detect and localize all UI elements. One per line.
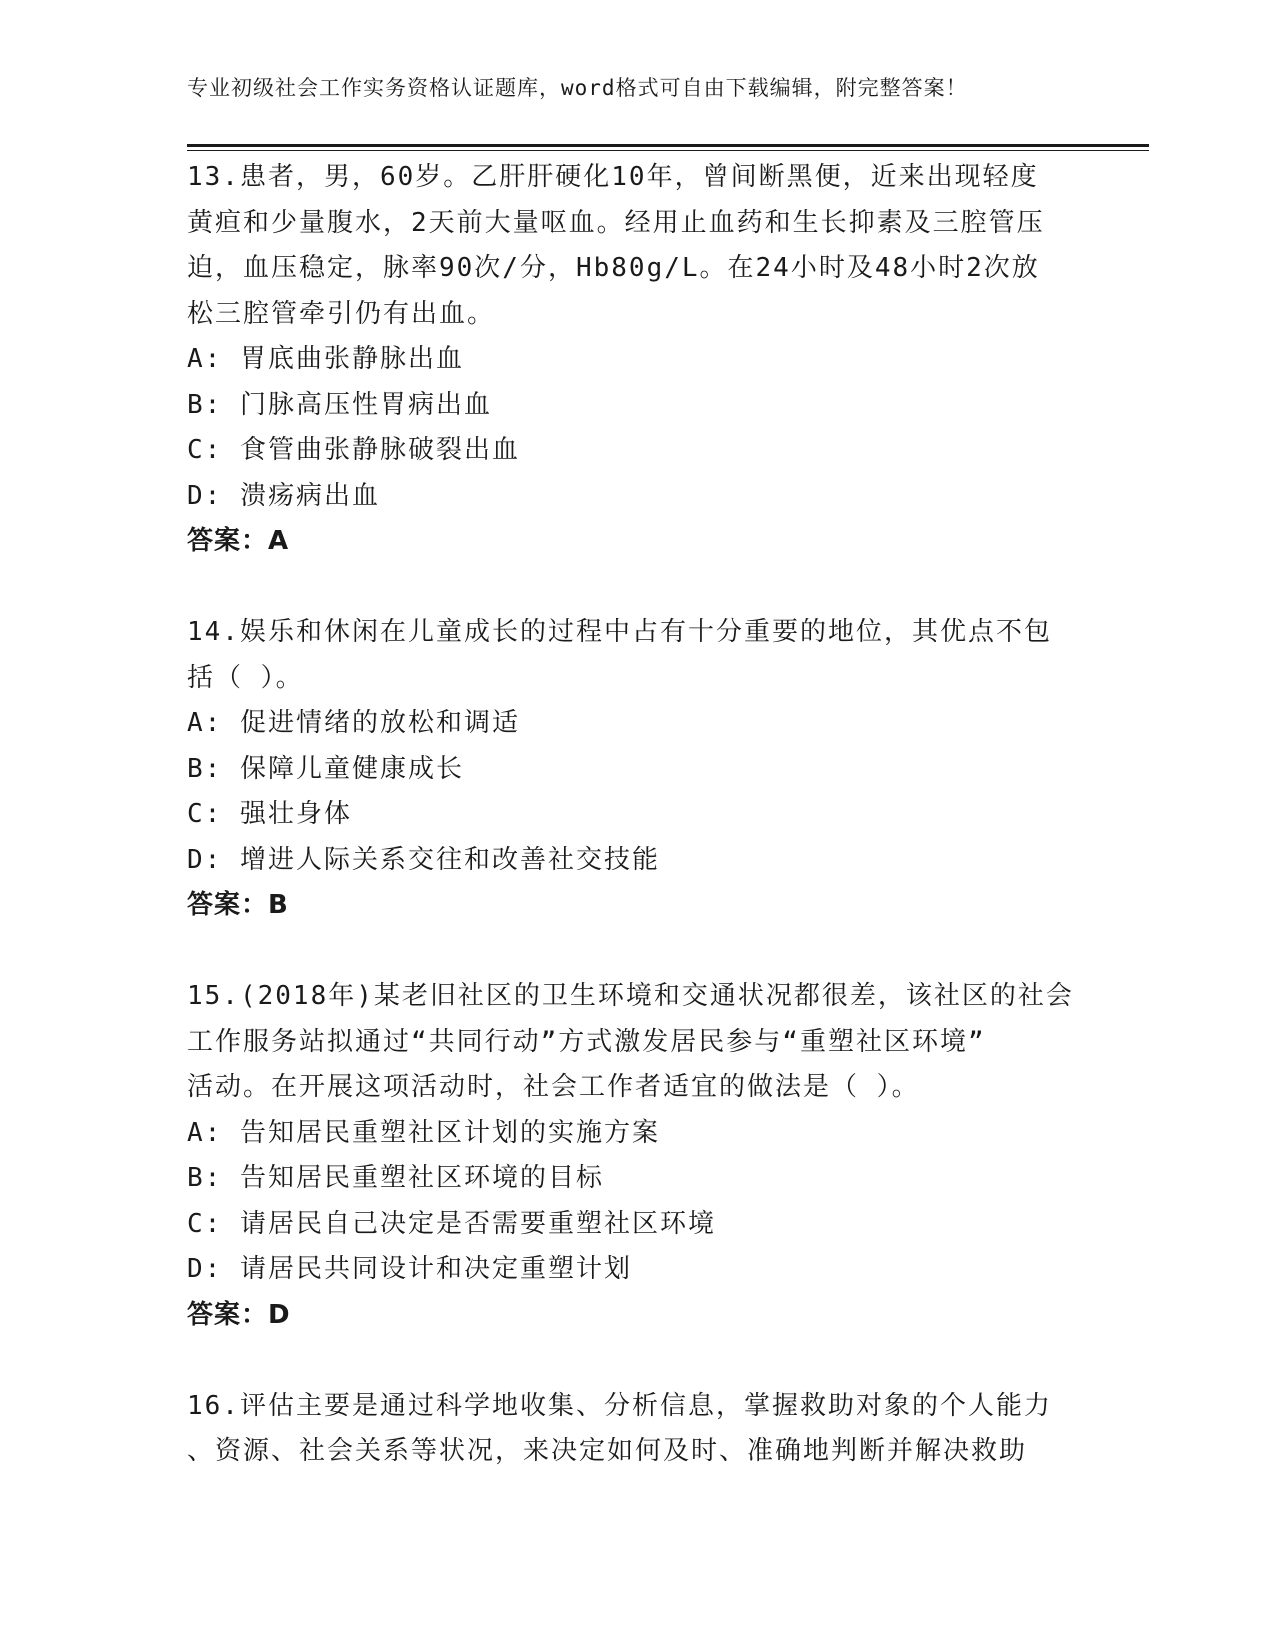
question-list — [187, 155, 1087, 1520]
option-b: B: 保障儿童健康成长 — [187, 753, 464, 784]
stem-line: 15.(2018年)某老旧社区的卫生环境和交通状况都很差，该社区的社会 — [187, 981, 1074, 1011]
answer-label: 答案：B — [187, 890, 289, 920]
stem-line: 黄疸和少量腹水，2天前大量呕血。经用止血药和生长抑素及三腔管压 — [187, 207, 1045, 238]
question-16 — [187, 1384, 1087, 1475]
question-stem — [187, 610, 1087, 701]
stem-line: 松三腔管牵引仍有出血。 — [187, 298, 496, 329]
stem-line: 迫，血压稳定，脉率90次/分，Hb80g/L。在24小时及48小时2次放 — [187, 253, 1040, 283]
option-c: C: 强壮身体 — [187, 799, 352, 829]
stem-line: 活动。在开展这项活动时，社会工作者适宜的做法是（ ）。 — [187, 1072, 920, 1102]
stem-line: 16.评估主要是通过科学地收集、分析信息，掌握救助对象的个人能力 — [187, 1390, 1052, 1421]
option-b: B: 告知居民重塑社区环境的目标 — [187, 1163, 604, 1193]
question-13 — [187, 155, 1087, 565]
header-rule-thick — [187, 144, 1149, 147]
question-14 — [187, 610, 1087, 929]
answer-label: 答案：A — [187, 526, 290, 556]
option-a: A: 告知居民重塑社区计划的实施方案 — [187, 1117, 660, 1148]
question-stem — [187, 155, 1087, 337]
option-d: D: 请居民共同设计和决定重塑计划 — [187, 1254, 632, 1284]
option-d: D: 增进人际关系交往和改善社交技能 — [187, 844, 660, 875]
stem-line: 14.娱乐和休闲在儿童成长的过程中占有十分重要的地位，其优点不包 — [187, 617, 1052, 647]
option-a: A: 胃底曲张静脉出血 — [187, 344, 464, 374]
option-b: B: 门脉高压性胃病出血 — [187, 389, 492, 420]
option-c: C: 食管曲张静脉破裂出血 — [187, 435, 520, 465]
header-rule-thin — [187, 150, 1149, 151]
stem-line: 工作服务站拟通过“共同行动”方式激发居民参与“重塑社区环境” — [187, 1026, 986, 1057]
page-header: 专业初级社会工作实务资格认证题库，word格式可自由下载编辑，附完整答案！ — [187, 76, 968, 100]
question-stem — [187, 974, 1087, 1111]
stem-line: 括（ ）。 — [187, 662, 304, 693]
answer-label: 答案：D — [187, 1299, 291, 1330]
question-15 — [187, 974, 1087, 1338]
option-d: D: 溃疡病出血 — [187, 480, 380, 511]
option-c: C: 请居民自己决定是否需要重塑社区环境 — [187, 1208, 716, 1239]
option-a: A: 促进情绪的放松和调适 — [187, 708, 520, 738]
question-stem — [187, 1384, 1087, 1475]
stem-line: 、资源、社会关系等状况，来决定如何及时、准确地判断并解决救助 — [187, 1436, 1028, 1466]
stem-line: 13.患者，男，60岁。乙肝肝硬化10年，曾间断黑便，近来出现轻度 — [187, 162, 1039, 192]
